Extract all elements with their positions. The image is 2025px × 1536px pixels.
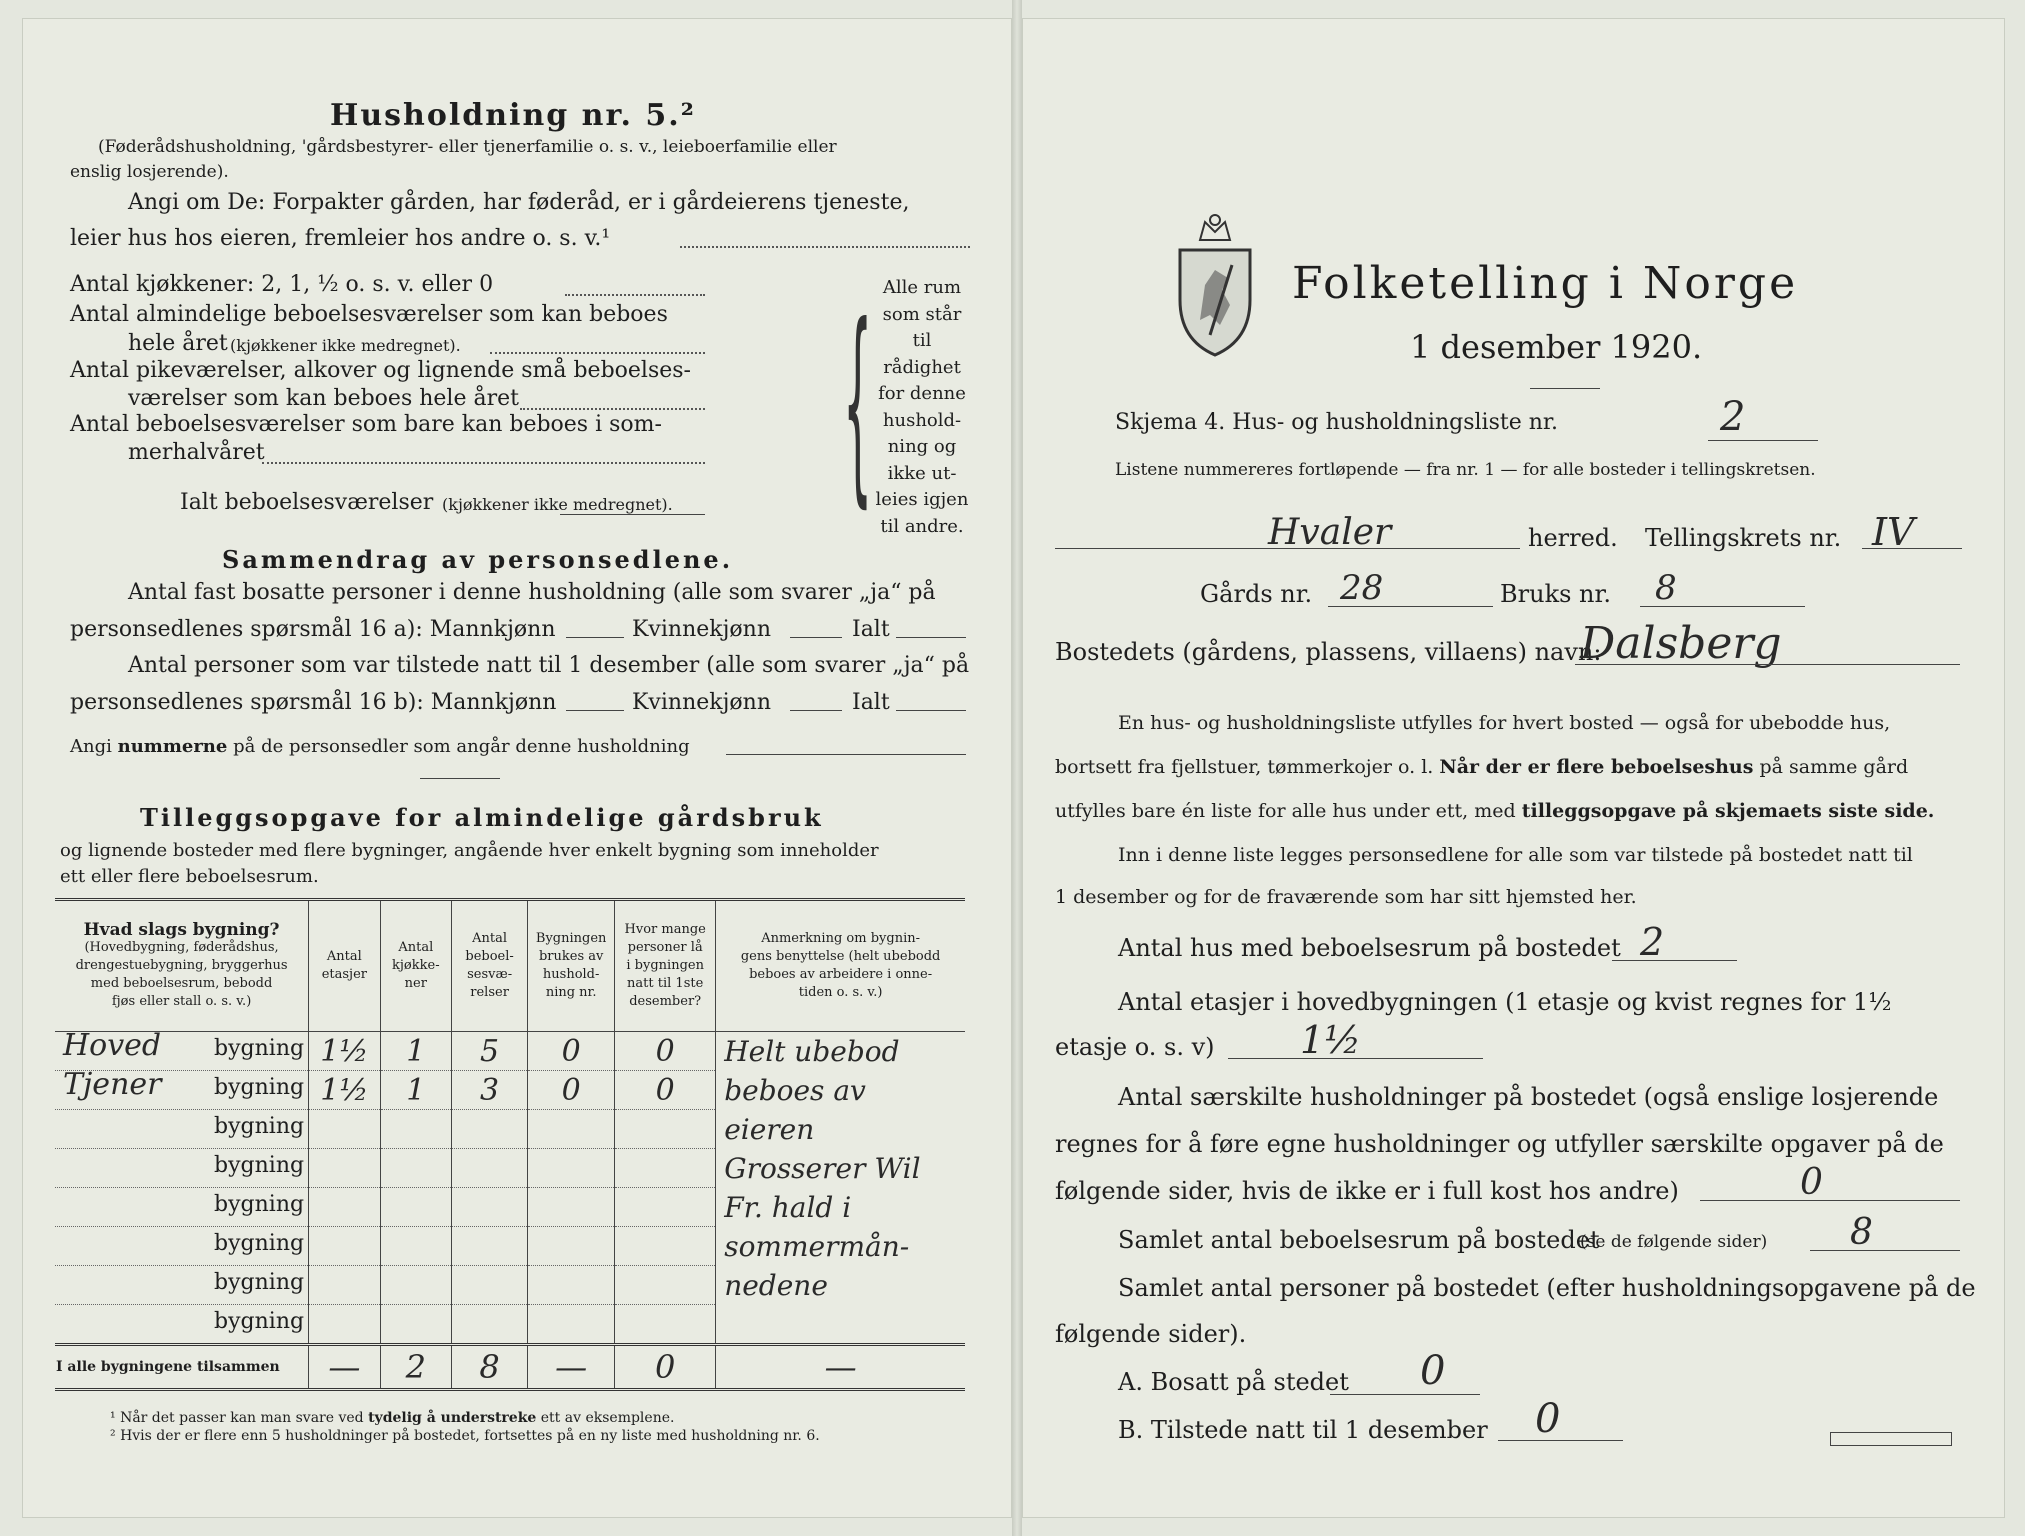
table-header-line: Antal: [326, 949, 362, 964]
cell-vaerelser: [452, 1188, 528, 1227]
total-vaerelser: 8: [452, 1345, 528, 1390]
side-note-line: som står til: [882, 303, 962, 351]
household-title: Husholdning nr. 5.²: [330, 98, 696, 133]
tilstede-ialt-fill: [896, 710, 966, 711]
footnote-1: ¹ Når det passer kan man svare ved tydelig å understreke ett av eksemplene.: [110, 1410, 675, 1426]
table-header-row: [55, 900, 965, 1032]
total-kjokken: 2: [380, 1345, 451, 1390]
total-personer: 0: [615, 1345, 716, 1390]
table-row: [55, 1227, 965, 1266]
building-name: Hoved: [63, 1028, 162, 1063]
bosatt-label: A. Bosatt på stedet: [1118, 1368, 1349, 1396]
etasjer-line-1: Antal etasjer i hovedbygningen (1 etasje og kvist regnes for 1½: [1118, 988, 1892, 1016]
cell-etasjer: [309, 1188, 380, 1227]
building-name-cell: [55, 1305, 309, 1345]
skjema-label: Skjema 4. Hus- og husholdningsliste nr.: [1115, 410, 1558, 435]
cell-husholdning: [528, 1305, 615, 1345]
hus-fill: [1612, 960, 1737, 961]
cell-etasjer: [309, 1266, 380, 1305]
gards-fill: [1328, 606, 1493, 607]
table-row: [55, 1149, 965, 1188]
cell-anmerkning: beboes av: [716, 1071, 965, 1110]
ialt-label: Ialt beboelsesværelser: [180, 490, 434, 515]
side-note-line: for denne: [878, 383, 966, 404]
bosted-fill: [1575, 664, 1960, 665]
etasjer-fill: [1228, 1058, 1483, 1059]
tellingskrets-value: IV: [1872, 510, 1915, 554]
table-row: [55, 1032, 965, 1071]
tellingskrets-fill: [1862, 548, 1962, 549]
cell-personer: [615, 1188, 716, 1227]
building-label: bygning: [214, 1153, 305, 1178]
total-label: I alle bygningene tilsammen: [55, 1345, 309, 1390]
hus-value: 2: [1640, 920, 1665, 964]
table-header-line: natt til 1ste: [627, 976, 704, 991]
tilstede-line-2: personsedlenes spørsmål 16 b): Mannkjønn: [70, 690, 557, 715]
samlet-rum-label: Samlet antal beboelsesrum på bostedet: [1118, 1226, 1600, 1254]
table-header-line: drengestuebygning, bryggerhus: [75, 958, 288, 973]
cell-etasjer: [309, 1227, 380, 1266]
page-fold: [1012, 0, 1022, 1536]
herred-label: herred.: [1528, 524, 1618, 552]
cell-etasjer: [309, 1149, 380, 1188]
building-label: bygning: [214, 1309, 305, 1334]
cell-kjokken: 1: [380, 1032, 451, 1071]
coat-of-arms-icon: [1170, 210, 1260, 360]
samlet-rum-note: (se de følgende sider): [1580, 1232, 1768, 1252]
cell-vaerelser: [452, 1266, 528, 1305]
fast-kvinne-fill: [790, 637, 842, 638]
tilstede-b-label: B. Tilstede natt til 1 desember: [1118, 1416, 1488, 1444]
samlet-rum-value: 8: [1850, 1212, 1873, 1253]
cell-etasjer: 1½: [309, 1071, 380, 1110]
cell-husholdning: [528, 1110, 615, 1149]
angi-nummer-fill: [726, 754, 966, 755]
side-note-line: Alle rum: [882, 277, 962, 298]
fast-line-2: personsedlenes spørsmål 16 a): Mannkjønn: [70, 617, 556, 642]
side-note-line: ning og: [887, 436, 957, 457]
cell-vaerelser: [452, 1110, 528, 1149]
cell-kjokken: [380, 1188, 451, 1227]
table-header-line: Bygningen: [535, 931, 607, 946]
bruks-label: Bruks nr.: [1500, 580, 1611, 608]
side-note: [872, 275, 972, 540]
building-name-cell: [55, 1067, 309, 1110]
cell-husholdning: 0: [528, 1071, 615, 1110]
bosted-label: Bostedets (gårdens, plassens, villaens) navn:: [1055, 638, 1602, 666]
table-total-row: [55, 1345, 965, 1390]
fast-kvinne-label: Kvinnekjønn: [632, 617, 771, 642]
side-note-line: rådighet: [883, 356, 961, 378]
cell-husholdning: 0: [528, 1032, 615, 1071]
cell-kjokken: [380, 1227, 451, 1266]
table-header-line: Anmerkning om bygnin-: [761, 931, 920, 946]
cell-vaerelser: [452, 1149, 528, 1188]
alm-line-2-note: (kjøkkener ikke medregnet).: [230, 336, 461, 355]
table-header-line: hushold-: [542, 967, 600, 982]
side-note-line: hushold-: [882, 409, 962, 431]
side-note-line: leies igjen: [875, 489, 969, 510]
cell-personer: [615, 1227, 716, 1266]
fast-ialt-fill: [896, 637, 966, 638]
table-header-cell: [380, 900, 451, 1032]
sammendrag-title: Sammendrag av personsedlene.: [222, 545, 734, 574]
cell-vaerelser: [452, 1305, 528, 1345]
info-line-3: utfylles bare én liste for alle hus under ett, med tilleggsopgave på skjemaets siste side.: [1055, 800, 1935, 822]
samlet-rum-fill: [1810, 1250, 1960, 1251]
hush-value: 0: [1800, 1162, 1823, 1203]
tillegg-title: Tilleggsopgave for almindelige gårdsbruk: [140, 803, 824, 832]
ialt-note: (kjøkkener ikke medregnet).: [442, 495, 673, 514]
pike-dots: [520, 408, 705, 410]
cell-vaerelser: [452, 1227, 528, 1266]
cell-etasjer: [309, 1305, 380, 1345]
cell-anmerkning: Grosserer Wil: [716, 1149, 965, 1188]
bruks-fill: [1640, 606, 1805, 607]
hush-fill: [1700, 1200, 1960, 1201]
cell-husholdning: [528, 1149, 615, 1188]
census-date: 1 desember 1920.: [1410, 328, 1703, 366]
building-name-cell: [55, 1266, 309, 1305]
info-line-2: bortsett fra fjellstuer, tømmerkojer o. l. Når der er flere beboelseshus på samme gård: [1055, 756, 1909, 778]
etasjer-line-2: etasje o. s. v): [1055, 1033, 1215, 1061]
bosatt-value: 0: [1420, 1348, 1446, 1394]
cell-vaerelser: 3: [452, 1071, 528, 1110]
tilstede-kvinne-fill: [790, 710, 842, 711]
info-line-1: En hus- og husholdningsliste utfylles for hvert bosted — også for ubebodde hus,: [1118, 712, 1891, 734]
building-label: bygning: [214, 1270, 305, 1295]
building-name-cell: [55, 1227, 309, 1266]
cell-anmerkning: eieren: [716, 1110, 965, 1149]
table-header-line: brukes av: [538, 949, 604, 964]
table-header-line: i bygningen: [626, 958, 704, 973]
tillegg-line-2: ett eller flere beboelsesrum.: [60, 866, 319, 887]
building-label: bygning: [214, 1075, 305, 1100]
cell-personer: [615, 1149, 716, 1188]
skjema-fill: [1708, 440, 1818, 441]
table-header-line: etasjer: [321, 967, 367, 982]
fast-line-1: Antal fast bosatte personer i denne husholdning (alle som svarer „ja“ på: [128, 580, 936, 605]
kjokken-label: Antal kjøkkener: 2, 1, ½ o. s. v. eller 0: [70, 272, 494, 297]
table-row: [55, 1188, 965, 1227]
angi-line-2: leier hus hos eieren, fremleier hos andre o. s. v.¹: [70, 226, 611, 251]
table-header-cell: [528, 900, 615, 1032]
pike-line-2: værelser som kan beboes hele året: [128, 386, 519, 411]
table-header-cell: [615, 900, 716, 1032]
cell-personer: [615, 1266, 716, 1305]
table-header-line: Antal: [472, 931, 508, 946]
table-header-line: beboel-: [465, 949, 514, 964]
printer-stamp: [1830, 1432, 1952, 1446]
info-line-4: Inn i denne liste legges personsedlene for alle som var tilstede på bostedet natt til: [1118, 844, 1913, 866]
building-label: bygning: [214, 1036, 305, 1061]
alm-line-2: hele året: [128, 331, 228, 356]
household-subtitle-2: enslig losjerende).: [70, 162, 229, 182]
table-header-line: (Hovedbygning, føderådshus,: [84, 940, 279, 955]
cell-personer: 0: [615, 1032, 716, 1071]
tilstede-line-1: Antal personer som var tilstede natt til 1 desember (alle som svarer „ja“ på: [128, 653, 970, 678]
bosted-value: Dalsberg: [1580, 618, 1782, 669]
sommer-line-2: merhalvåret: [128, 440, 265, 465]
table-header-cell: [452, 900, 528, 1032]
tilstede-b-fill: [1498, 1440, 1623, 1441]
table-header-line: fjøs eller stall o. s. v.): [111, 994, 252, 1009]
sommer-line-1: Antal beboelsesværelser som bare kan beboes i som-: [70, 412, 662, 437]
table-header-line: relser: [470, 985, 509, 1000]
table-header-line: desember?: [629, 994, 702, 1009]
angi-line-1: Angi om De: Forpakter gården, har føderåd, er i gårdeierens tjeneste,: [128, 190, 910, 215]
table-header-cell: [309, 900, 380, 1032]
sommer-dots: [262, 462, 705, 464]
table-header-line: Hvor mange: [624, 922, 706, 937]
cell-anmerkning: sommermån-: [716, 1227, 965, 1266]
hush-line-3: følgende sider, hvis de ikke er i full kost hos andre): [1055, 1177, 1679, 1205]
side-note-line: til andre.: [880, 515, 964, 537]
table-header-line: personer lå: [627, 940, 703, 955]
tilstede-mann-fill: [566, 710, 624, 711]
table-header-line: tiden o. s. v.): [798, 985, 883, 1000]
herred-value: Hvaler: [1268, 512, 1392, 553]
table-header-line: med beboelsesrum, bebodd: [90, 976, 273, 991]
cell-anmerkning: [716, 1305, 965, 1345]
info-line-5: 1 desember og for de fraværende som har sitt hjemsted her.: [1055, 886, 1637, 908]
tellingskrets-label: Tellingskrets nr.: [1645, 524, 1842, 552]
table-header-line: ner: [404, 976, 427, 991]
building-name-cell: [55, 1110, 309, 1149]
table-row: [55, 1305, 965, 1345]
building-name: Tjener: [63, 1067, 162, 1102]
herred-fill: [1055, 548, 1520, 549]
cell-kjokken: [380, 1305, 451, 1345]
tilstede-ialt-label: Ialt: [852, 690, 890, 715]
side-note-line: ikke ut-: [887, 462, 957, 484]
census-title: Folketelling i Norge: [1292, 258, 1799, 309]
cell-kjokken: [380, 1266, 451, 1305]
pike-line-1: Antal pikeværelser, alkover og lignende små beboelses-: [70, 358, 691, 383]
ialt-fill: [560, 514, 705, 515]
cell-personer: 0: [615, 1071, 716, 1110]
title-divider: [1530, 388, 1600, 389]
fast-mann-fill: [566, 637, 624, 638]
building-name-cell: [55, 1028, 309, 1071]
cell-kjokken: 1: [380, 1071, 451, 1110]
table-header-cell: [716, 900, 965, 1032]
gards-value: 28: [1340, 568, 1384, 608]
hush-line-2: regnes for å føre egne husholdninger og utfyller særskilte opgaver på de: [1055, 1130, 1944, 1158]
bosatt-fill: [1330, 1394, 1480, 1395]
hush-line-1: Antal særskilte husholdninger på bostedet (også enslige losjerende: [1118, 1083, 1939, 1111]
tillegg-line-1: og lignende bosteder med flere bygninger, angående hver enkelt bygning som inneholder: [60, 840, 879, 861]
building-label: bygning: [214, 1231, 305, 1256]
alm-dots: [490, 352, 705, 354]
cell-vaerelser: 5: [452, 1032, 528, 1071]
building-label: bygning: [214, 1114, 305, 1139]
table-row: [55, 1071, 965, 1110]
skjema-number: 2: [1720, 394, 1746, 440]
cell-kjokken: [380, 1149, 451, 1188]
fast-ialt-label: Ialt: [852, 617, 890, 642]
total-husholdning: —: [528, 1345, 615, 1390]
table-header-line: kjøkke-: [392, 958, 440, 973]
household-subtitle-1: (Føderådshusholdning, 'gårdsbestyrer- eller tjenerfamilie o. s. v., leieboerfamilie eller: [98, 137, 837, 157]
total-anm: —: [716, 1345, 965, 1390]
table-row: [55, 1110, 965, 1149]
cell-etasjer: [309, 1110, 380, 1149]
footnote-2: ² Hvis der er flere enn 5 husholdninger på bostedet, fortsettes på en ny liste med husholdning nr. 6.: [110, 1428, 820, 1444]
table-header-line: ning nr.: [545, 985, 597, 1000]
angi-fill-line: [680, 246, 970, 248]
table-header-line: Antal: [398, 940, 434, 955]
cell-anmerkning: Helt ubebod: [716, 1032, 965, 1071]
cell-anmerkning: nedene: [716, 1266, 965, 1305]
angi-nummer: Angi nummerne på de personsedler som angår denne husholdning: [70, 736, 690, 757]
cell-husholdning: [528, 1188, 615, 1227]
cell-personer: [615, 1110, 716, 1149]
building-name-cell: [55, 1188, 309, 1227]
cell-kjokken: [380, 1110, 451, 1149]
brace-icon: {: [843, 278, 873, 527]
table-header-cell: [55, 900, 309, 1032]
tilstede-b-value: 0: [1535, 1396, 1561, 1442]
alm-line-1: Antal almindelige beboelsesværelser som kan beboes: [70, 302, 668, 327]
total-etasjer: —: [309, 1345, 380, 1390]
cell-husholdning: [528, 1227, 615, 1266]
cell-husholdning: [528, 1266, 615, 1305]
bruks-value: 8: [1655, 568, 1677, 608]
samlet-pers-line-1: Samlet antal personer på bostedet (efter husholdningsopgavene på de: [1118, 1274, 1976, 1302]
kjokken-dots: [565, 294, 705, 296]
tilstede-kvinne-label: Kvinnekjønn: [632, 690, 771, 715]
table-header-line: beboes av arbeidere i onne-: [749, 967, 933, 982]
samlet-pers-line-2: følgende sider).: [1055, 1320, 1247, 1348]
cell-anmerkning: Fr. hald i: [716, 1188, 965, 1227]
table-header-line: gens benyttelse (helt ubebodd: [740, 949, 941, 964]
table-header-line: sesvæ-: [467, 967, 513, 982]
cell-etasjer: 1½: [309, 1032, 380, 1071]
table-row: [55, 1266, 965, 1305]
separator-short: [420, 778, 500, 779]
etasjer-value: 1½: [1300, 1018, 1362, 1062]
building-label: bygning: [214, 1192, 305, 1217]
listene-note: Listene nummereres fortløpende — fra nr. 1 — for alle bosteder i tellingskretsen.: [1115, 460, 1816, 480]
building-name-cell: [55, 1149, 309, 1188]
building-table: [55, 898, 965, 1391]
hus-label: Antal hus med beboelsesrum på bostedet: [1118, 934, 1621, 962]
table-header-line: Hvad slags bygning?: [83, 920, 280, 940]
gards-label: Gårds nr.: [1200, 580, 1313, 608]
cell-personer: [615, 1305, 716, 1345]
